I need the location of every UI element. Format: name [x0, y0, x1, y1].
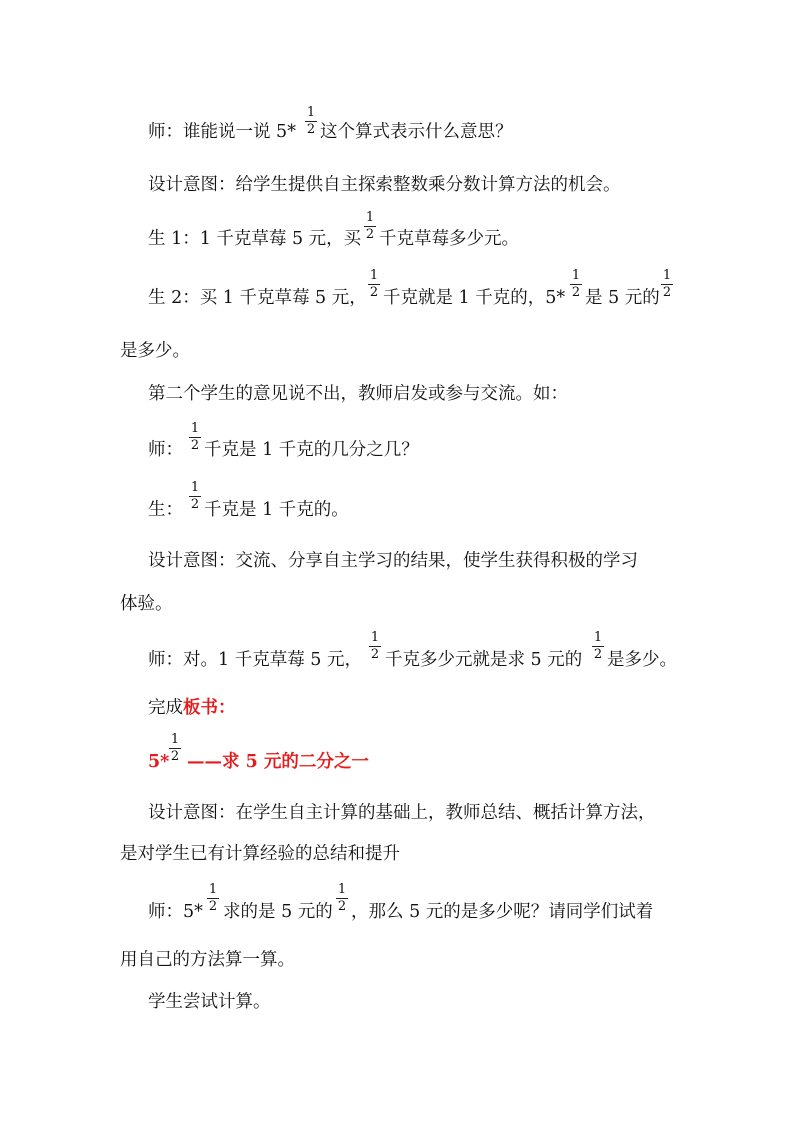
text-segment: 是多少。: [120, 341, 190, 361]
text-segment: 千克是 1 千克的。: [204, 500, 349, 520]
fraction-denominator: 2: [190, 438, 200, 453]
text-segment: 5*: [148, 752, 170, 772]
fraction-denominator: 2: [337, 899, 347, 914]
fraction-numerator: 1: [306, 105, 316, 120]
text-line: [148, 121, 296, 143]
text-segment: 师：: [148, 440, 183, 460]
text-line: [120, 593, 173, 615]
text-line: [148, 228, 361, 250]
board-formula: [148, 751, 169, 773]
text-line: [148, 901, 203, 923]
text-line: [120, 843, 400, 865]
text-line: [379, 228, 519, 250]
fraction-denominator: 2: [170, 749, 180, 764]
text-segment: 生：: [148, 500, 183, 520]
fraction-denominator: 2: [306, 122, 316, 137]
text-line: [204, 499, 349, 521]
text-segment: 是对学生已有计算经验的总结和提升: [120, 844, 400, 864]
fraction-denominator: 2: [593, 647, 603, 662]
text-segment: 千克草莓多少元。: [379, 229, 519, 249]
text-segment: 完成: [148, 698, 183, 718]
text-line: [223, 901, 333, 923]
fraction-denominator: 2: [365, 227, 375, 242]
text-line: [385, 649, 582, 671]
text-segment: 设计意图：交流、分享自主学习的结果，使学生获得积极的学习: [148, 551, 638, 571]
fraction-denominator: 2: [571, 285, 581, 300]
text-line: [148, 499, 183, 521]
text-line: [148, 550, 638, 572]
fraction-numerator: 1: [369, 268, 379, 283]
fraction-numerator: 1: [370, 630, 380, 645]
text-segment: 师：5*: [148, 902, 203, 922]
text-line: [148, 991, 271, 1013]
text-line: [148, 174, 621, 196]
board-formula: [187, 751, 369, 773]
text-segment: 体验。: [120, 594, 173, 614]
text-segment: 师：对。1 千克草莓 5 元，: [148, 650, 362, 670]
fraction-numerator: 1: [190, 480, 200, 495]
text-line: [383, 287, 565, 309]
fraction-numerator: 1: [190, 421, 200, 436]
text-segment: 生 1：1 千克草莓 5 元，买: [148, 229, 362, 249]
text-line: [148, 649, 362, 671]
text-segment: 这个算式表示什么意思？: [320, 122, 513, 142]
fraction-denominator: 2: [662, 285, 672, 300]
text-segment: 师：谁能说一说 5*: [148, 122, 296, 142]
text-segment: 设计意图：在学生自主计算的基础上，教师总结、概括计算方法，: [148, 803, 656, 823]
text-line: [351, 901, 653, 923]
fraction-denominator: 2: [208, 899, 218, 914]
text-line: [120, 949, 295, 971]
fraction-numerator: 1: [571, 268, 581, 283]
text-segment: 求的是 5 元的: [223, 902, 333, 922]
text-line: [204, 439, 419, 461]
text-segment: 第二个学生的意见说不出，教师启发或参与交流。如：: [148, 384, 568, 404]
text-segment: 是多少。: [607, 650, 677, 670]
fraction-denominator: 2: [190, 497, 200, 512]
fraction-denominator: 2: [369, 285, 379, 300]
fraction-numerator: 1: [208, 882, 218, 897]
text-segment: 是 5 元的: [585, 288, 660, 308]
text-line: [148, 802, 656, 824]
text-segment: ，那么 5 元的是多少呢？请同学们试着: [351, 902, 654, 922]
text-segment: 用自己的方法算一算。: [120, 950, 295, 970]
fraction-numerator: 1: [662, 268, 672, 283]
text-segment: 生 2：买 1 千克草莓 5 元，: [148, 288, 367, 308]
text-segment: ——求 5 元的二分之一: [187, 752, 369, 772]
text-line: [148, 697, 236, 719]
text-line: [607, 649, 677, 671]
text-line: [148, 383, 568, 405]
text-line: [148, 439, 183, 461]
text-line: [120, 340, 190, 362]
fraction-numerator: 1: [593, 630, 603, 645]
fraction-numerator: 1: [365, 210, 375, 225]
fraction-numerator: 1: [170, 732, 180, 747]
text-segment: 千克多少元就是求 5 元的: [385, 650, 583, 670]
text-line: [585, 287, 660, 309]
board-writing-label: 板书：: [183, 698, 236, 718]
text-line: [320, 121, 513, 143]
text-segment: 学生尝试计算。: [148, 992, 271, 1012]
text-segment: 千克就是 1 千克的，5*: [383, 288, 566, 308]
text-segment: 设计意图：给学生提供自主探索整数乘分数计算方法的机会。: [148, 175, 621, 195]
text-line: [148, 287, 367, 309]
fraction-denominator: 2: [370, 647, 380, 662]
text-segment: 千克是 1 千克的几分之几？: [204, 440, 419, 460]
fraction-numerator: 1: [337, 882, 347, 897]
